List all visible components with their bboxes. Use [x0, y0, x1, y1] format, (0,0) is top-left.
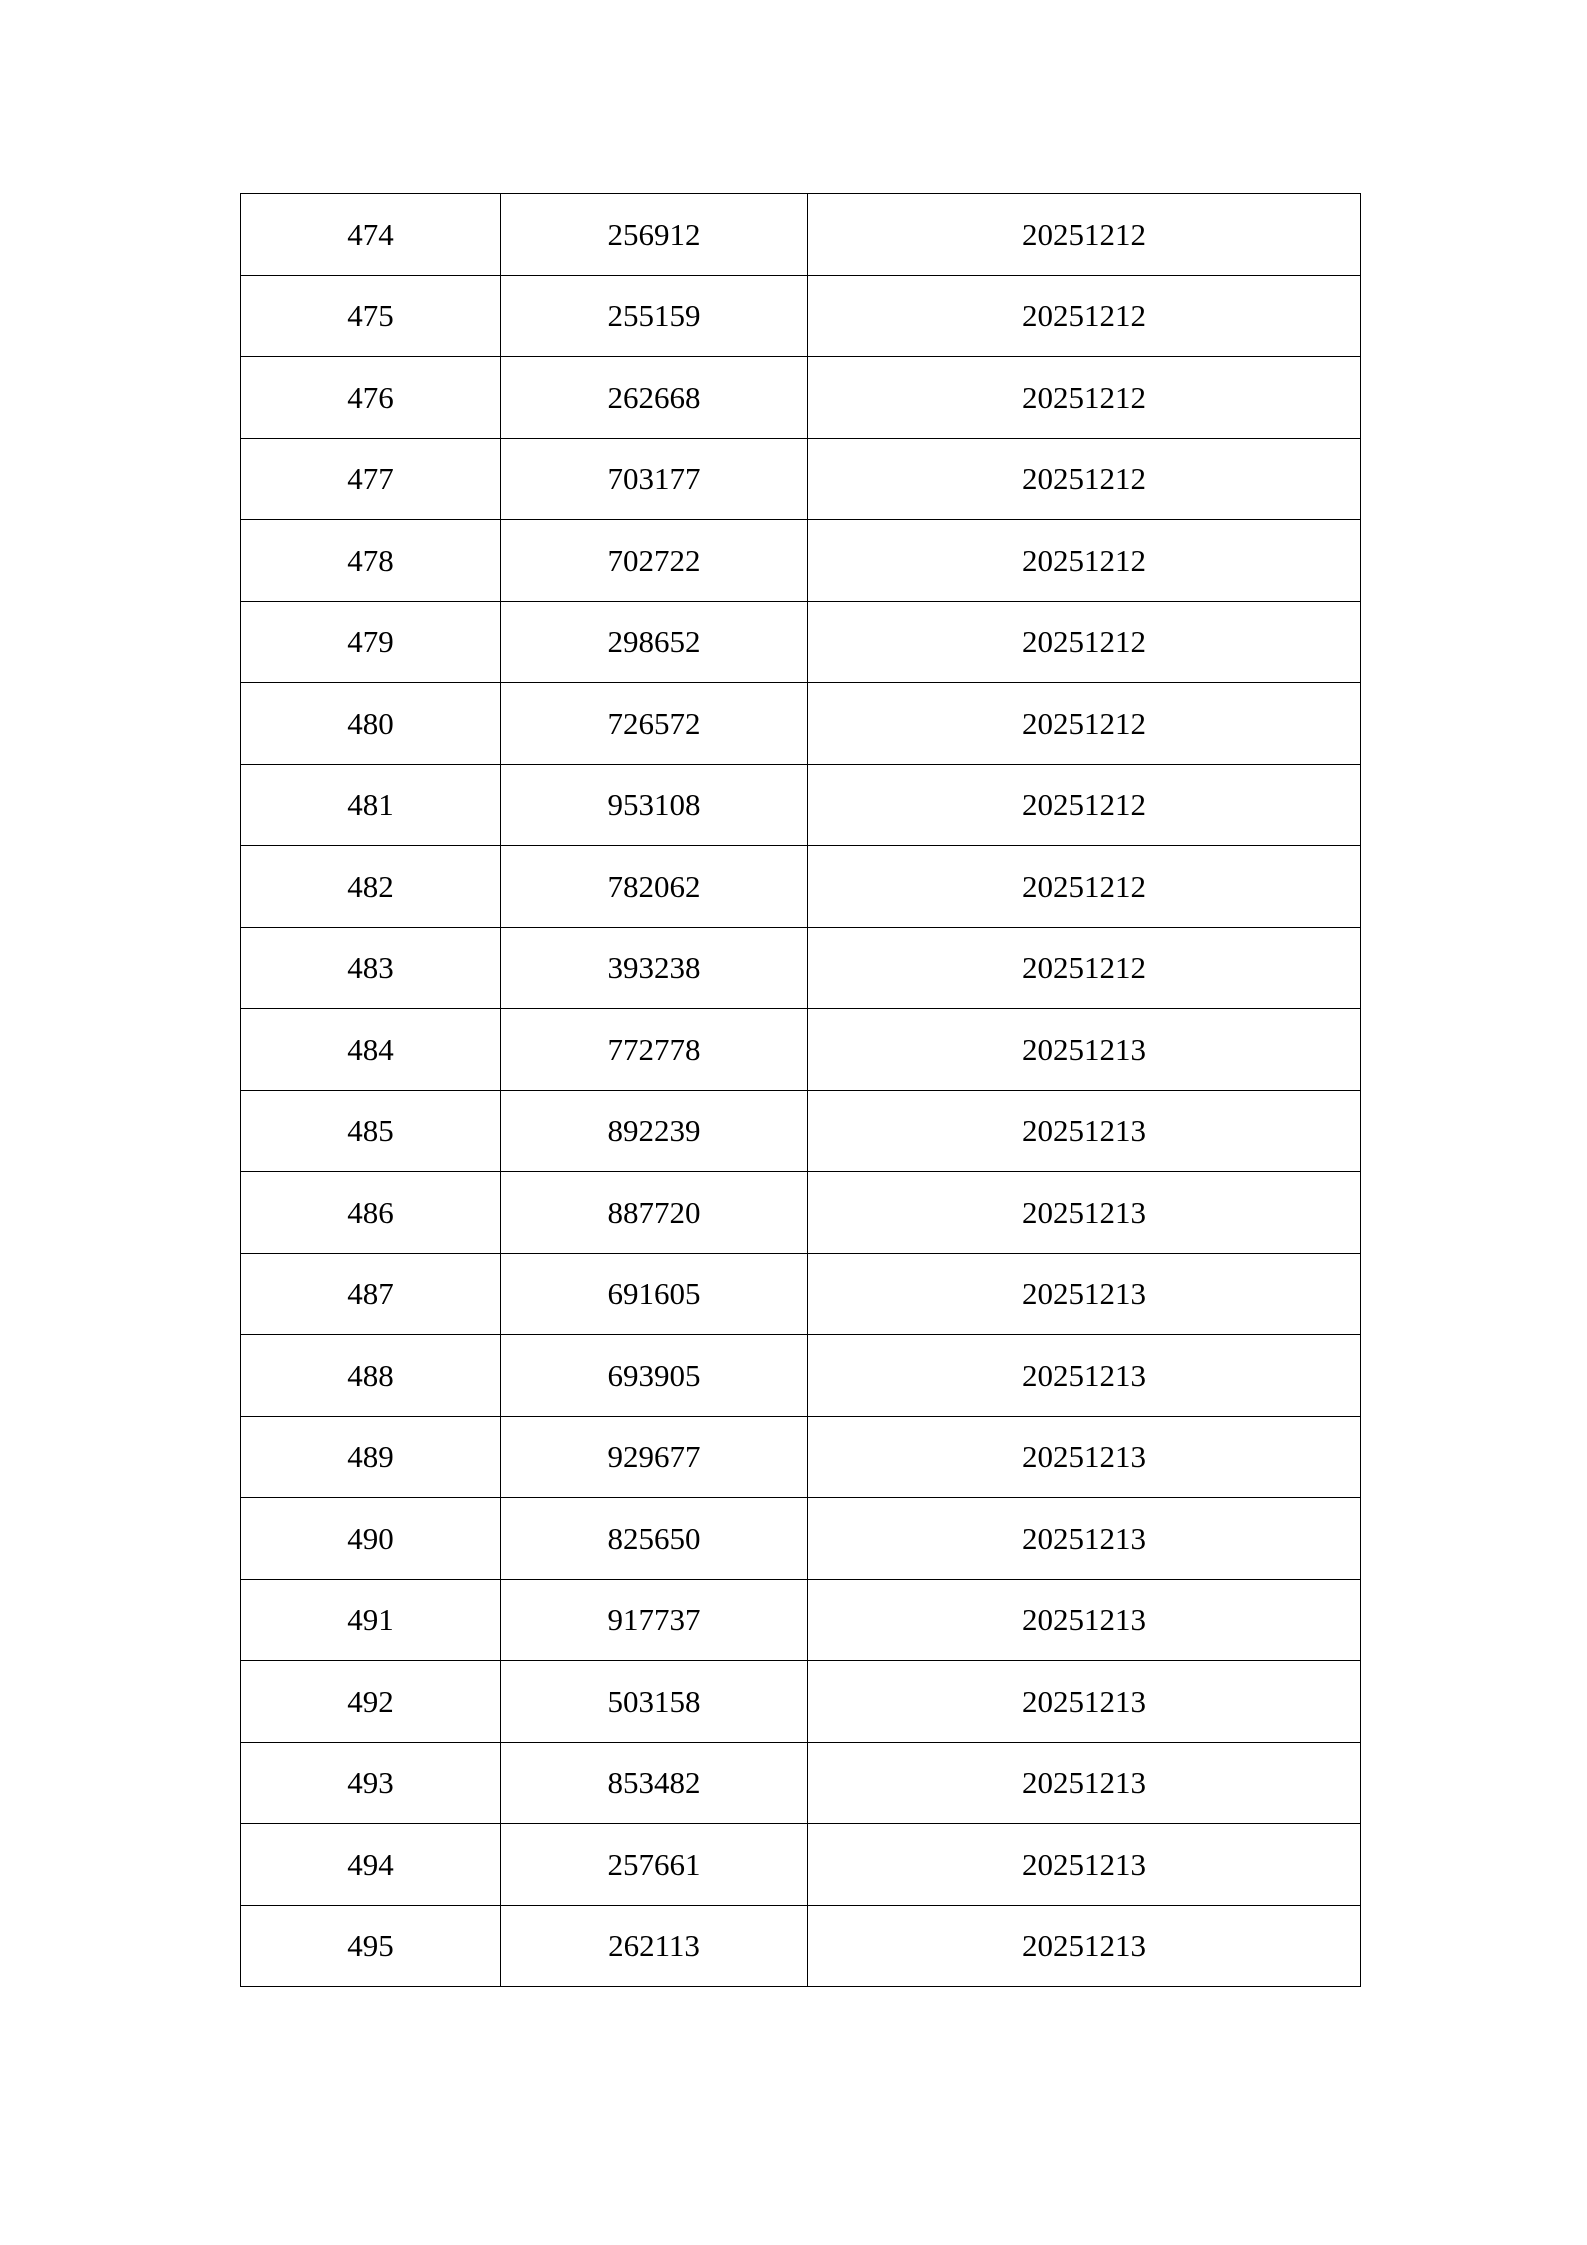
code-cell: 772778 — [501, 1009, 808, 1091]
table-row — [241, 194, 1361, 276]
code-cell: 393238 — [501, 927, 808, 1009]
table-row — [241, 683, 1361, 765]
row-number-cell: 492 — [241, 1661, 501, 1743]
code-cell: 262668 — [501, 357, 808, 439]
row-number-cell: 486 — [241, 1172, 501, 1254]
row-number-cell: 479 — [241, 601, 501, 683]
date-cell: 20251213 — [808, 1416, 1361, 1498]
row-number-cell: 477 — [241, 438, 501, 520]
table-row — [241, 927, 1361, 1009]
code-cell: 782062 — [501, 846, 808, 928]
date-cell: 20251212 — [808, 927, 1361, 1009]
code-cell: 691605 — [501, 1253, 808, 1335]
row-number-cell: 485 — [241, 1090, 501, 1172]
code-cell: 917737 — [501, 1579, 808, 1661]
table-row — [241, 601, 1361, 683]
date-cell: 20251213 — [808, 1498, 1361, 1580]
table-row — [241, 1416, 1361, 1498]
code-cell: 853482 — [501, 1742, 808, 1824]
row-number-cell: 474 — [241, 194, 501, 276]
table-row — [241, 275, 1361, 357]
date-cell: 20251213 — [808, 1090, 1361, 1172]
data-table — [240, 193, 1361, 1987]
date-cell: 20251212 — [808, 438, 1361, 520]
row-number-cell: 475 — [241, 275, 501, 357]
table-row — [241, 1090, 1361, 1172]
row-number-cell: 480 — [241, 683, 501, 765]
table-row — [241, 846, 1361, 928]
table-row — [241, 1661, 1361, 1743]
row-number-cell: 478 — [241, 520, 501, 602]
table-row — [241, 1335, 1361, 1417]
date-cell: 20251212 — [808, 846, 1361, 928]
date-cell: 20251212 — [808, 683, 1361, 765]
code-cell: 825650 — [501, 1498, 808, 1580]
date-cell: 20251213 — [808, 1253, 1361, 1335]
date-cell: 20251213 — [808, 1742, 1361, 1824]
date-cell: 20251212 — [808, 520, 1361, 602]
table-row — [241, 1742, 1361, 1824]
row-number-cell: 482 — [241, 846, 501, 928]
row-number-cell: 493 — [241, 1742, 501, 1824]
code-cell: 298652 — [501, 601, 808, 683]
date-cell: 20251213 — [808, 1335, 1361, 1417]
table-row — [241, 1009, 1361, 1091]
row-number-cell: 491 — [241, 1579, 501, 1661]
date-cell: 20251212 — [808, 194, 1361, 276]
code-cell: 892239 — [501, 1090, 808, 1172]
code-cell: 887720 — [501, 1172, 808, 1254]
row-number-cell: 481 — [241, 764, 501, 846]
date-cell: 20251213 — [808, 1661, 1361, 1743]
row-number-cell: 489 — [241, 1416, 501, 1498]
row-number-cell: 484 — [241, 1009, 501, 1091]
table-row — [241, 1579, 1361, 1661]
row-number-cell: 494 — [241, 1824, 501, 1906]
code-cell: 257661 — [501, 1824, 808, 1906]
row-number-cell: 488 — [241, 1335, 501, 1417]
date-cell: 20251212 — [808, 357, 1361, 439]
row-number-cell: 476 — [241, 357, 501, 439]
table-row — [241, 357, 1361, 439]
table-row — [241, 1824, 1361, 1906]
date-cell: 20251213 — [808, 1009, 1361, 1091]
row-number-cell: 483 — [241, 927, 501, 1009]
table-body — [241, 194, 1361, 1987]
code-cell: 256912 — [501, 194, 808, 276]
date-cell: 20251212 — [808, 764, 1361, 846]
code-cell: 702722 — [501, 520, 808, 602]
table-row — [241, 1498, 1361, 1580]
date-cell: 20251213 — [808, 1824, 1361, 1906]
date-cell: 20251212 — [808, 275, 1361, 357]
table-row — [241, 1905, 1361, 1987]
code-cell: 703177 — [501, 438, 808, 520]
code-cell: 693905 — [501, 1335, 808, 1417]
code-cell: 953108 — [501, 764, 808, 846]
date-cell: 20251213 — [808, 1579, 1361, 1661]
date-cell: 20251212 — [808, 601, 1361, 683]
code-cell: 262113 — [501, 1905, 808, 1987]
code-cell: 255159 — [501, 275, 808, 357]
row-number-cell: 495 — [241, 1905, 501, 1987]
table-row — [241, 1172, 1361, 1254]
table-row — [241, 764, 1361, 846]
table-row — [241, 438, 1361, 520]
row-number-cell: 487 — [241, 1253, 501, 1335]
code-cell: 503158 — [501, 1661, 808, 1743]
date-cell: 20251213 — [808, 1905, 1361, 1987]
table-row — [241, 1253, 1361, 1335]
date-cell: 20251213 — [808, 1172, 1361, 1254]
table-row — [241, 520, 1361, 602]
code-cell: 929677 — [501, 1416, 808, 1498]
code-cell: 726572 — [501, 683, 808, 765]
row-number-cell: 490 — [241, 1498, 501, 1580]
